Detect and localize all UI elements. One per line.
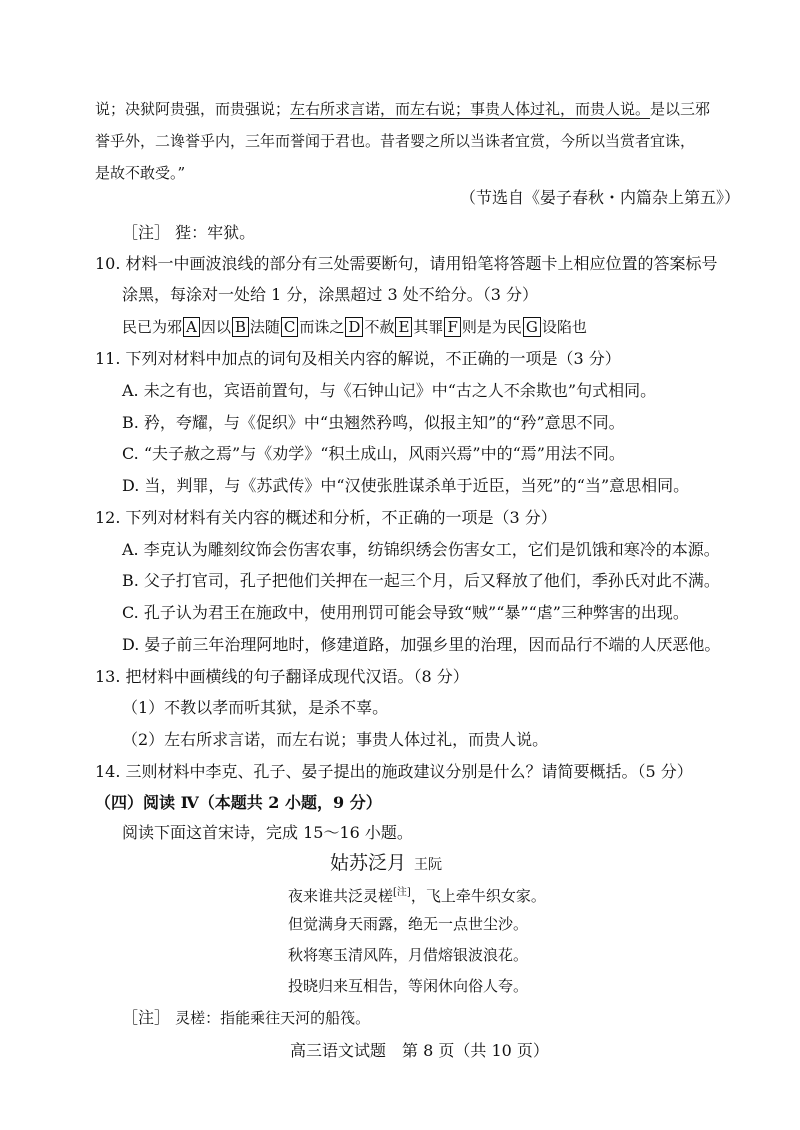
q13-stem: 13. 把材料中画横线的句子翻译成现代汉语。（8 分） — [95, 667, 469, 686]
poem-line-2: 但觉满身天雨露，绝无一点世尘沙。 — [288, 915, 529, 933]
note-2-text: 灵槎：指能乘往天河的船筏。 — [175, 1009, 371, 1027]
poem-note-marker: [注] — [393, 887, 411, 898]
passage-underlined-sentence: 左右所求言诺，而左右说；事贵人体过礼，而贵人说。 — [290, 100, 651, 118]
q10-seg-3: 而诛之 — [299, 318, 345, 336]
note-2 — [122, 1007, 370, 1029]
poem-line-1-b: ，飞上牵牛织女家。 — [410, 887, 546, 905]
q10-sentence — [122, 316, 587, 338]
q13-sentence-2: （2）左右所求言诺，而左右说；事贵人体过礼，而贵人说。 — [122, 730, 549, 749]
q13-sentence-1: （1）不教以孝而听其狱，是杀不辜。 — [122, 698, 389, 717]
q10-option-b[interactable]: B — [232, 317, 249, 337]
passage-line-3: 是故不敢受。” — [95, 164, 186, 182]
page-footer: 高三语文试题 第 8 页（共 10 页） — [290, 1041, 549, 1060]
q10-option-f[interactable]: F — [444, 317, 460, 337]
poem-header — [330, 852, 442, 876]
q14-stem: 14. 三则材料中李克、孔子、晏子提出的施政建议分别是什么？请简要概括。（5 分） — [95, 762, 693, 781]
q10-seg-2: 法随 — [249, 318, 280, 336]
q10-option-d[interactable]: D — [345, 317, 363, 337]
q10-option-a[interactable]: A — [183, 317, 200, 337]
section-4-heading: （四）阅读 Ⅳ（本题共 2 小题，9 分） — [95, 793, 382, 812]
q10-seg-4: 不赦 — [364, 318, 395, 336]
section-4-intro: 阅读下面这首宋诗，完成 15～16 小题。 — [122, 823, 413, 842]
passage-source: （节选自《晏子春秋・内篇杂上第五》） — [459, 188, 740, 207]
passage-line-1-a: 说；决狱阿贵强，而贵强说； — [95, 100, 291, 118]
q10-seg-5: 其罪 — [413, 318, 444, 336]
q11-stem: 11. 下列对材料中加点的词句及相关内容的解说，不正确的一项是（3 分） — [95, 349, 621, 368]
poem-line-1 — [288, 882, 546, 907]
q11-option-b: B. 矜，夸耀，与《促织》中“虫翘然矜鸣，似报主知”的“矜”意思不同。 — [122, 413, 625, 432]
passage-line-1 — [95, 98, 710, 120]
q10-stem-line-1: 10. 材料一中画波浪线的部分有三处需要断句，请用铅笔将答题卡上相应位置的答案标号 — [95, 254, 718, 273]
poem-line-3: 秋将寒玉清风阵，月借熔银波浪花。 — [288, 946, 529, 964]
q10-seg-6: 则是为民 — [461, 318, 522, 336]
note-1-tag: ［注］ — [122, 223, 171, 242]
q11-option-a: A. 未之有也，宾语前置句，与《石钟山记》中“古之人不余欺也”句式相同。 — [122, 381, 657, 400]
q10-option-g[interactable]: G — [523, 317, 541, 337]
q10-seg-7: 设陷也 — [541, 318, 587, 336]
q10-stem-line-2: 涂黑，每涂对一处给 1 分，涂黑超过 3 处不给分。（3 分） — [122, 285, 538, 304]
passage-line-1-c: 是以三邪 — [650, 100, 711, 118]
q10-option-c[interactable]: C — [281, 317, 298, 337]
q12-option-c: C. 孔子认为君王在施政中，使用刑罚可能会导致“贼”“暴”“虐”三种弊害的出现。 — [122, 603, 689, 622]
poem-line-1-a: 夜来谁共泛灵槎 — [288, 887, 394, 905]
note-1 — [122, 222, 255, 244]
note-1-text: 狴：牢狱。 — [175, 223, 256, 242]
q10-seg-1: 因以 — [200, 318, 231, 336]
q11-option-c: C. “夫子赦之焉”与《劝学》“积土成山，风雨兴焉”中的“焉”用法不同。 — [122, 444, 625, 463]
q12-stem: 12. 下列对材料有关内容的概述和分析，不正确的一项是（3 分） — [95, 508, 557, 527]
poem-line-4: 投晓归来互相告，等闲休向俗人夸。 — [288, 977, 529, 995]
passage-line-2: 誉乎外，二谗誉乎内，三年而誉闻于君也。昔者婴之所以当诛者宜赏，今所以当赏者宜诛， — [95, 132, 696, 150]
q10-seg-0: 民已为邪 — [122, 318, 183, 336]
q12-option-d: D. 晏子前三年治理阿地时，修建道路，加强乡里的治理，因而品行不端的人厌恶他。 — [122, 635, 721, 654]
q10-option-e[interactable]: E — [395, 317, 412, 337]
note-2-tag: ［注］ — [122, 1008, 171, 1027]
poem-title: 姑苏泛月 — [330, 852, 407, 874]
q11-option-d: D. 当，判罪，与《苏武传》中“汉使张胜谋杀单于近臣，当死”的“当”意思相同。 — [122, 476, 690, 495]
q12-option-a: A. 李克认为雕刻纹饰会伤害农事，纺锦织绣会伤害女工，它们是饥饿和寒冷的本源。 — [122, 540, 720, 559]
poem-author: 王阮 — [414, 857, 443, 873]
q12-option-b: B. 父子打官司，孔子把他们关押在一起三个月，后又释放了他们，季孙氏对此不满。 — [122, 571, 720, 590]
